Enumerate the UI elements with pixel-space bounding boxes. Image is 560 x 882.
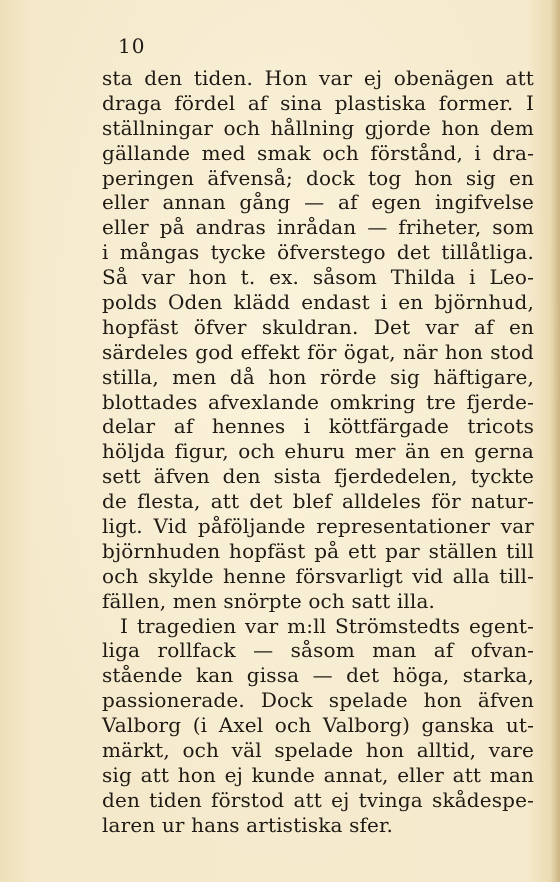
text-line: sta den tiden. Hon var ej obenägen att (102, 66, 534, 90)
text-line: eller på andras inrådan — friheter, som (102, 215, 534, 240)
text-line: I tragedien var m:ll Strömstedts egent- (120, 613, 534, 638)
page-edge-shadow (550, 0, 560, 882)
text-line: ställningar och hållning gjorde hon dem (102, 115, 534, 140)
text-line: gällande med smak och förstånd, i dra- (102, 140, 534, 165)
text-line: den tiden förstod att ej tvinga skådespe- (102, 787, 534, 812)
text-line: hopfäst öfver skuldran. Det var af en (102, 314, 534, 339)
text-line: liga rollfack — såsom man af ofvan- (102, 638, 534, 663)
page-number: 10 (118, 34, 146, 58)
text-line: draga fördel af sina plastiska former. I (102, 90, 534, 115)
text-line: sig att hon ej kunde annat, eller att man (102, 762, 534, 787)
text-line: Valborg (i Axel och Valborg) ganska ut- (102, 713, 534, 738)
text-line: laren ur hans artistiska sfer. (102, 812, 394, 837)
text-line: och skylde henne försvarligt vid alla till- (102, 563, 534, 588)
text-line: björnhuden hopfäst på ett par ställen till (102, 538, 534, 563)
text-line: passionerade. Dock spelade hon äfven (102, 688, 534, 713)
text-line: fällen, men snörpte och satt illa. (102, 588, 436, 613)
text-line: de flesta, att det blef alldeles för natur- (102, 489, 534, 514)
text-line: sett äfven den sista fjerdedelen, tyckte (102, 464, 534, 489)
text-line: peringen äfvenså; dock tog hon sig en (102, 165, 534, 190)
text-line: Så var hon t. ex. såsom Thilda i Leo- (102, 265, 534, 290)
text-line: ligt. Vid påföljande representationer var (102, 514, 534, 539)
text-line: märkt, och väl spelade hon alltid, vare (102, 738, 534, 763)
text-line: särdeles god effekt för ögat, när hon stod (102, 339, 534, 364)
text-line: delar af hennes i köttfärgade tricots (102, 414, 534, 439)
text-line: stående kan gissa — det höga, starka, (102, 663, 534, 688)
text-line: höljda figur, och ehuru mer än en gerna (102, 439, 534, 464)
text-line: blottades afvexlande omkring tre fjerde- (102, 389, 534, 414)
body-text (102, 66, 534, 838)
text-line: polds Oden klädd endast i en björnhud, (102, 290, 534, 315)
text-line: stilla, men då hon rörde sig häftigare, (102, 364, 534, 389)
text-line: i mångas tycke öfverstego det tillåtliga. (102, 240, 534, 265)
text-line: eller annan gång — af egen ingifvelse (102, 190, 534, 215)
